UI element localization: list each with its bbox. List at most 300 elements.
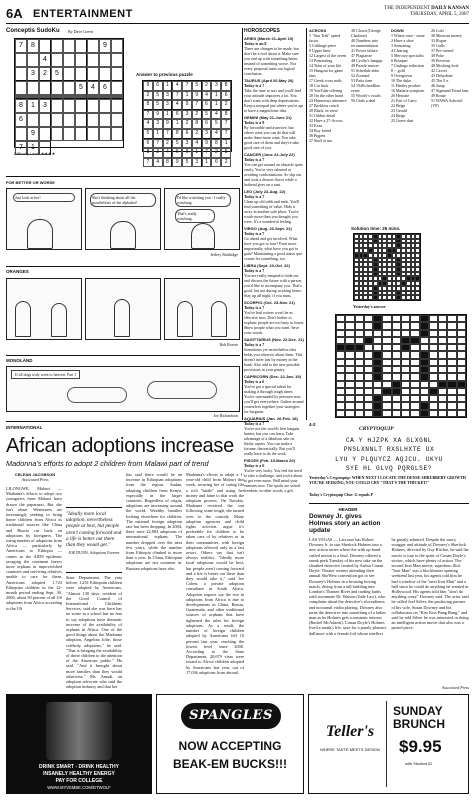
crossword-cell bbox=[438, 366, 447, 373]
crossword-cell bbox=[438, 388, 447, 395]
clue: 23 Gerald bbox=[391, 108, 407, 113]
crossword-cell bbox=[345, 410, 354, 417]
clue: 56 Undo a deal bbox=[351, 98, 376, 103]
crossword-cell bbox=[382, 410, 391, 417]
answer-cell: 9 bbox=[153, 110, 163, 120]
crossword-cell bbox=[447, 388, 456, 395]
horoscope-text: You can get around an obstacle quite easily. You're very talented at avoiding confrontations. So slip out and cook a dessert flavor while a hothead goes on a rant. bbox=[244, 162, 303, 187]
crossword-cell bbox=[392, 337, 401, 344]
clue: 7 Undergo reduction bbox=[391, 63, 425, 68]
answer-cell: 5 bbox=[182, 158, 192, 168]
crossword-cell bbox=[429, 366, 438, 373]
crossword-cell bbox=[438, 330, 447, 337]
answer-cell: 1 bbox=[153, 129, 163, 139]
crossword-cell bbox=[429, 395, 438, 402]
horoscope-rating: Today is a 7 bbox=[244, 83, 265, 88]
article-inset bbox=[248, 472, 304, 688]
sudoku-cell: 2 bbox=[39, 67, 51, 81]
character bbox=[191, 223, 215, 249]
horoscope-sign: LIBRA (Sept. 23-Oct. 22) bbox=[244, 263, 290, 268]
review-credit: Associated Press bbox=[441, 685, 469, 690]
clue: 46 Jump bbox=[431, 83, 445, 88]
comic-panel bbox=[6, 278, 82, 340]
spangles-line-1: NOW ACCEPTING bbox=[178, 739, 282, 753]
divider bbox=[6, 266, 240, 267]
clue: 4 Clearing bbox=[391, 48, 408, 53]
crossword-cell bbox=[336, 322, 345, 329]
horoscope-sign: LEO (July 23-Aug. 22) bbox=[244, 189, 286, 194]
horoscopes-title: HOROSCOPES bbox=[244, 28, 280, 34]
answer-cell: 9 bbox=[192, 91, 202, 101]
crossword-cell bbox=[382, 351, 391, 358]
crossword-cell bbox=[355, 366, 364, 373]
horoscope-rating: Today is a 7 bbox=[244, 305, 265, 310]
horoscope-sign: SAGITTARIUS (Nov. 22-Dec. 21) bbox=[244, 337, 304, 342]
ad-tellers[interactable] bbox=[308, 694, 469, 794]
main-article bbox=[6, 425, 304, 690]
clue: 40 Mocking look bbox=[431, 63, 459, 68]
paper-name-1: THE INDEPENDENT bbox=[384, 6, 430, 11]
pull-quote-credit: JOE DUNN, Adoptions Forever bbox=[68, 550, 120, 556]
crossword-cell bbox=[392, 402, 401, 409]
crossword-cell bbox=[364, 388, 373, 395]
clue: 20 On the other hand bbox=[309, 93, 343, 98]
answer-cell: 5 bbox=[172, 139, 182, 149]
crossword-cell bbox=[447, 366, 456, 373]
sudoku-cell bbox=[39, 127, 51, 141]
answer-cell: 6 bbox=[221, 91, 231, 101]
crossword-cell bbox=[429, 402, 438, 409]
crossword-cell bbox=[392, 315, 401, 322]
sudoku-cell bbox=[15, 53, 27, 67]
answer-cell: 1 bbox=[163, 110, 173, 120]
clue: 19 YouTube offering bbox=[309, 88, 343, 93]
crossword-cell bbox=[438, 322, 447, 329]
sudoku-cell bbox=[63, 39, 75, 53]
crossword-cell bbox=[457, 381, 466, 388]
horoscope-entry bbox=[244, 36, 304, 76]
answer-cell: 7 bbox=[202, 148, 212, 158]
crossword-cell bbox=[401, 381, 410, 388]
crossword-cell bbox=[382, 381, 391, 388]
ad-url[interactable]: WWW.MYVEMBE.COM/DTWOLF bbox=[47, 785, 111, 790]
answer-cell: 8 bbox=[143, 100, 153, 110]
horoscopes-column bbox=[244, 28, 304, 493]
answer-cell: 3 bbox=[182, 139, 192, 149]
crossword-cell bbox=[382, 366, 391, 373]
crossword-cell bbox=[382, 402, 391, 409]
horoscope-text: By favorable and assertive, but others want you can do that will make them more want. You take good care of them and they're take good care of you. bbox=[244, 125, 300, 150]
cryptoquip-puzzle bbox=[309, 436, 469, 474]
previous-answer-grid bbox=[142, 80, 232, 165]
crossword-cell bbox=[420, 330, 429, 337]
crossword-cell bbox=[382, 359, 391, 366]
sudoku-cell bbox=[99, 113, 111, 127]
clue: 33 Exist bbox=[309, 123, 323, 128]
comic-panel bbox=[164, 278, 240, 340]
horoscope-rating: Today is a 7 bbox=[244, 421, 265, 426]
pull-quote bbox=[66, 507, 122, 573]
crossword-cell bbox=[345, 402, 354, 409]
ad-energy-drink[interactable] bbox=[6, 694, 152, 794]
sudoku-cell: 8 bbox=[27, 39, 39, 53]
crossword-cell bbox=[336, 315, 345, 322]
answer-cell: 6 bbox=[143, 139, 153, 149]
answer-cell: 3 bbox=[153, 119, 163, 129]
clue: 27 Backless couch bbox=[309, 103, 339, 108]
answer-cell: 3 bbox=[163, 91, 173, 101]
horoscope-text: You're not the world's best bargain hunter, but you can learn. Take advantage of a fabulous sale on flashy capers. You can make a fortune, theoretically. But you'll really have to do the work. bbox=[244, 426, 300, 456]
comic-title: FOR BETTER OR WORSE bbox=[6, 180, 55, 185]
sudoku-cell bbox=[15, 81, 27, 95]
comic-title: MONOLAND bbox=[6, 358, 33, 363]
brunch-note: with Student ID bbox=[405, 761, 433, 766]
answer-cell: 3 bbox=[202, 129, 212, 139]
clue: 5 Mercury specialist bbox=[391, 53, 424, 58]
answer-cell: 9 bbox=[163, 119, 173, 129]
sudoku-cell: 4 bbox=[39, 53, 51, 67]
comic-title: ORANGES bbox=[6, 269, 29, 274]
crossword-cell bbox=[410, 330, 419, 337]
crossword-cell bbox=[420, 359, 429, 366]
sudoku-cell bbox=[15, 67, 27, 81]
crossword-cell bbox=[373, 381, 382, 388]
crossword-cell bbox=[447, 344, 456, 351]
crossword-cell bbox=[355, 402, 364, 409]
character bbox=[51, 303, 67, 337]
answer-title: Answer to previous puzzle bbox=[136, 72, 193, 77]
ad-line: INSANELY HEALTHY ENERGY bbox=[43, 771, 115, 777]
crossword-cell bbox=[345, 330, 354, 337]
answer-cell: 6 bbox=[153, 81, 163, 91]
crossword-cell bbox=[336, 359, 345, 366]
clue: 51 WAWA Ashcroft (VP) bbox=[431, 98, 463, 108]
sudoku-cell: 6 bbox=[15, 113, 27, 127]
crossword-cell bbox=[420, 322, 429, 329]
clue: 10 The duke bbox=[391, 78, 411, 83]
crossword-cell bbox=[345, 366, 354, 373]
crossword-cell bbox=[336, 410, 345, 417]
cryptoquip-answer: Yesterday's Cryptoquip: WHEN NEXT I LOCATE THE DENSE SHRUBBERY GROWTH YOU'RE SEEKING, YOU COULD CRY "THAT'S THE THICKET!" bbox=[309, 475, 466, 485]
crossword-cell bbox=[420, 388, 429, 395]
crossword-cell bbox=[392, 344, 401, 351]
horoscope-sign: VIRGO (Aug. 23-Sept. 22) bbox=[244, 226, 292, 231]
brunch-title: SUNDAY BRUNCH bbox=[393, 704, 445, 731]
clue: 9 Overgrown bbox=[391, 73, 413, 78]
clue: 15 Hangout for game fans bbox=[309, 68, 344, 78]
crossword-cell bbox=[447, 322, 456, 329]
crossword-cell bbox=[336, 388, 345, 395]
character bbox=[211, 301, 227, 337]
article-column-1: LILONGWE, Malawi — Madonna's efforts to adopt two youngsters from Malawi have drawn the paparazzi. But she isn't alone: Westerners are increasingly seeking to bring home children from Africa as traditional sources like China and Russia cut back on adoptions by foreigners. The rising number of adoptions from Africa — particularly by Americans to Ethiopia — comes as the AIDS epidemic ravaging the continent leaves more orphans in impoverished countries and surviving relatives unable to care for them. Americans adopted 1,723 Ethiopian children in the 12-month period ending Sept. 30, 2006, about 50 percent of all US adoptions from Africa according to the US bbox=[6, 486, 62, 611]
comic-credit: Rob Rosser bbox=[219, 342, 238, 347]
crossword-cell bbox=[457, 337, 466, 344]
crossword-cell bbox=[355, 381, 364, 388]
sudoku-cell bbox=[39, 113, 51, 127]
sudoku-cell bbox=[75, 113, 87, 127]
horoscope-entry bbox=[244, 300, 304, 335]
crossword-cell bbox=[401, 337, 410, 344]
crossword-cell bbox=[410, 359, 419, 366]
ad-line: DRINK SMART - DRINK HEALTHY bbox=[39, 764, 119, 770]
crossword-cell bbox=[410, 344, 419, 351]
sudoku-cell: 3 bbox=[39, 99, 51, 113]
spangles-logo-text: SPANGLES bbox=[189, 708, 273, 723]
crossword-cell bbox=[457, 344, 466, 351]
crossword-cell bbox=[355, 322, 364, 329]
crossword-cell bbox=[382, 388, 391, 395]
article-headline: African adoptions increase bbox=[6, 435, 234, 457]
answer-cell: 1 bbox=[221, 139, 231, 149]
horoscope-sign: AQUARIUS (Jan. 20-Feb. 18) bbox=[244, 416, 298, 421]
horoscope-rating: Today is a 6 bbox=[244, 379, 265, 384]
answer-cell bbox=[415, 295, 420, 300]
crossword-cell bbox=[401, 373, 410, 380]
answer-cell: 6 bbox=[172, 148, 182, 158]
crossword-cell bbox=[355, 410, 364, 417]
section-title: ENTERTAINMENT bbox=[33, 8, 133, 20]
sudoku-grid bbox=[14, 38, 124, 151]
crossword-cell bbox=[345, 337, 354, 344]
clue-heading: ACROSS bbox=[309, 28, 327, 33]
can-graphic bbox=[46, 702, 112, 760]
answer-cell: 3 bbox=[211, 81, 221, 91]
crossword-cell bbox=[336, 366, 345, 373]
answer-cell: 7 bbox=[221, 119, 231, 129]
sudoku-cell bbox=[111, 127, 123, 141]
comic-panel bbox=[85, 278, 161, 340]
answer-cell: 2 bbox=[163, 139, 173, 149]
clue: 35 Gulls bbox=[431, 43, 445, 48]
speech-bubble: Just look at her! bbox=[13, 193, 75, 202]
crossword-cell bbox=[429, 410, 438, 417]
answer-cell: 8 bbox=[211, 139, 221, 149]
comic-caption: If all dogs truly went to heaven. Part 1 bbox=[11, 370, 80, 379]
sudoku-cell: 1 bbox=[27, 141, 39, 155]
horoscope-entry bbox=[244, 78, 304, 113]
crossword-cell bbox=[447, 373, 456, 380]
crossword-cell bbox=[355, 330, 364, 337]
crossword-cell bbox=[438, 351, 447, 358]
crossword-cell bbox=[457, 402, 466, 409]
crossword-cell bbox=[429, 373, 438, 380]
crossword-cell bbox=[345, 388, 354, 395]
crossword-cell bbox=[401, 351, 410, 358]
answer-cell: 7 bbox=[182, 81, 192, 91]
crossword-cell bbox=[364, 366, 373, 373]
answer-cell: 4 bbox=[211, 129, 221, 139]
sudoku-cell bbox=[51, 127, 63, 141]
crossword-cell bbox=[373, 322, 382, 329]
review-headline: Downey Jr. gives Holmes story an action update bbox=[309, 513, 381, 535]
crossword-cell bbox=[364, 330, 373, 337]
clue: 43 Dehydrate bbox=[431, 73, 453, 78]
answer-cell: 8 bbox=[143, 148, 153, 158]
horoscope-sign: TAURUS (April 20-May 20) bbox=[244, 78, 294, 83]
sudoku-cell bbox=[39, 81, 51, 95]
answer-cell: 7 bbox=[192, 100, 202, 110]
speech-bubble: I'd like watching you - I really watching bbox=[175, 193, 231, 207]
spangles-line-2: BEAK-EM BUCKS!!! bbox=[173, 757, 287, 771]
horoscope-sign: SCORPIO (Oct. 23-Nov. 21) bbox=[244, 300, 295, 305]
answer-cell: 9 bbox=[182, 148, 192, 158]
sudoku-cell bbox=[99, 127, 111, 141]
clue: 31 Oddest detail bbox=[309, 113, 336, 118]
crossword-cell bbox=[392, 388, 401, 395]
crossword-cell bbox=[420, 395, 429, 402]
answer-cell: 4 bbox=[172, 100, 182, 110]
tellers-logo-box bbox=[313, 701, 387, 787]
answer-cell: 4 bbox=[153, 158, 163, 168]
horoscope-rating: Today is a 7 bbox=[244, 268, 265, 273]
crossword-cell bbox=[410, 410, 419, 417]
crossword-cell bbox=[438, 395, 447, 402]
clue: 53 Patio item bbox=[351, 78, 373, 83]
crossword-cell bbox=[438, 359, 447, 366]
sudoku-cell bbox=[111, 81, 123, 95]
clue: 38 Clown (George Clarkson) bbox=[351, 28, 381, 38]
crossword-cell bbox=[345, 359, 354, 366]
sudoku-cell bbox=[87, 99, 99, 113]
pull-quote-text: "Ideally more local adoption, nevertheless people at best, but people aren't coming forward and a life is better out there than they would get." bbox=[66, 511, 122, 549]
crossword-cell bbox=[401, 322, 410, 329]
sudoku-cell bbox=[75, 67, 87, 81]
answer-cell: 4 bbox=[192, 139, 202, 149]
sudoku-cell bbox=[63, 113, 75, 127]
divider bbox=[6, 355, 240, 356]
crossword-cell bbox=[457, 351, 466, 358]
crossword-cell bbox=[447, 315, 456, 322]
column-rule bbox=[242, 28, 243, 420]
sudoku-cell bbox=[87, 39, 99, 53]
clue: 39 Previous bbox=[431, 58, 450, 63]
sudoku-cell bbox=[15, 127, 27, 141]
crossword-cell bbox=[420, 373, 429, 380]
sudoku-cell bbox=[27, 113, 39, 127]
crossword-cell bbox=[392, 330, 401, 337]
page-number: 6A bbox=[6, 6, 23, 21]
crossword-cell bbox=[410, 373, 419, 380]
horoscope-rating: Today is a 7 bbox=[244, 231, 265, 236]
tellers-tagline: WHERE TASTE MEETS DESIGN bbox=[320, 747, 380, 752]
crossword-cell bbox=[336, 351, 345, 358]
crossword-cell bbox=[382, 315, 391, 322]
crossword-cell bbox=[429, 351, 438, 358]
crossword-cell bbox=[410, 381, 419, 388]
answer-cell: 2 bbox=[192, 129, 202, 139]
horoscope-rating: Today is a 6 bbox=[244, 463, 265, 468]
clue: 30 Mexican money bbox=[431, 33, 462, 38]
horoscope-entry bbox=[244, 337, 304, 372]
clue: 26 Lotti bbox=[431, 28, 444, 33]
horoscope-entry bbox=[244, 189, 304, 224]
answer-cell: 6 bbox=[202, 119, 212, 129]
clue: 17 Greek cross nails bbox=[309, 78, 342, 83]
clue: 33 Rogue bbox=[431, 38, 447, 43]
crossword-cell bbox=[410, 388, 419, 395]
brunch-price: $9.95 bbox=[399, 737, 442, 756]
answer-cell: 1 bbox=[163, 81, 173, 91]
article-column-3: has said there would be an increase in Ethiopian adoptions from the region. Sudan, adopting children from Kenya, especially in the larger countries. Regardless of origin, adoptions are increasing around the world. Wealthy families looking elsewhere for children. The national foreign adoption rate has been dropping. In 2004, there were 22,884 adoptions of international orphans. The number dropped over the next few years, while the number from Ethiopia climbed to more than a year. In China, Ethiopian adoptions are not common in. Russian adoptions have also bbox=[126, 472, 182, 571]
crossword-cell bbox=[457, 373, 466, 380]
clue: 9 Upper limit bbox=[309, 48, 331, 53]
answer-cell: 5 bbox=[211, 119, 221, 129]
answer-cell: 6 bbox=[202, 100, 212, 110]
review-label: HEADER bbox=[338, 507, 358, 512]
crossword-cell bbox=[401, 330, 410, 337]
down-clues bbox=[391, 28, 429, 224]
crossword-cell bbox=[336, 373, 345, 380]
crossword-cell bbox=[447, 330, 456, 337]
answer-cell: 5 bbox=[143, 129, 153, 139]
clue: 23 Humorous utterance bbox=[309, 98, 347, 103]
byline-block bbox=[6, 472, 64, 482]
answer-cell: 3 bbox=[163, 100, 173, 110]
sudoku-cell bbox=[51, 81, 63, 95]
clue: 20 Hesitate bbox=[391, 93, 410, 98]
clue: 12 Largest of the seven bbox=[309, 53, 347, 58]
sudoku-cell bbox=[63, 99, 75, 113]
sudoku-cell: 4 bbox=[87, 81, 99, 95]
article-subhead: Madonna's efforts to adopt 2 children from Malawi part of trend bbox=[6, 459, 209, 468]
sudoku-cell bbox=[75, 99, 87, 113]
crossword-cell bbox=[364, 322, 373, 329]
answer-cell: 5 bbox=[202, 110, 212, 120]
crossword-cell bbox=[364, 381, 373, 388]
crossword-cell bbox=[336, 395, 345, 402]
clue: 32 Have a 27-Across bbox=[309, 118, 343, 123]
sudoku-cell bbox=[99, 67, 111, 81]
crossword-cell bbox=[429, 337, 438, 344]
crossword-cell bbox=[457, 322, 466, 329]
sudoku-difficulty: Difficulty Level ★★★★ bbox=[14, 151, 56, 156]
crossword-cell bbox=[410, 351, 419, 358]
comic-strip-3 bbox=[6, 358, 240, 420]
crossword-cell bbox=[364, 402, 373, 409]
divider bbox=[6, 421, 269, 422]
sudoku-cell bbox=[87, 113, 99, 127]
crossword-cell bbox=[392, 373, 401, 380]
crossword-cell bbox=[373, 410, 382, 417]
sudoku-cell: 7 bbox=[15, 39, 27, 53]
crossword-cell bbox=[401, 388, 410, 395]
answer-cell: 4 bbox=[163, 148, 173, 158]
crossword-cell bbox=[438, 410, 447, 417]
crossword-cell bbox=[373, 388, 382, 395]
crossword-cell bbox=[382, 373, 391, 380]
horoscope-rating: Today is a 9 bbox=[244, 120, 265, 125]
answer-cell: 2 bbox=[192, 110, 202, 120]
sudoku-cell bbox=[87, 127, 99, 141]
answer-cell: 2 bbox=[143, 91, 153, 101]
horoscope-text: Clean up old odds and ends. You'll find something of value. Hide it away in another safe place. You're worth more than you thought you were. It's a wonderful feeling. bbox=[244, 199, 300, 224]
sudoku-cell bbox=[99, 53, 111, 67]
horoscope-text: Go ahead and get involved. What have you got to lose? Even more importantly, what have you got to gain? Maintaining a good status quo counts for something, too. bbox=[244, 236, 303, 261]
crossword-cell bbox=[401, 395, 410, 402]
solution-time: Solution time: 25 mins. bbox=[351, 226, 401, 231]
horoscope-sign: CAPRICORN (Dec. 22-Jan. 19) bbox=[244, 374, 301, 379]
sudoku-title: Conceptis SudoKu bbox=[6, 28, 60, 34]
answer-cell: 3 bbox=[192, 158, 202, 168]
ad-spangles[interactable] bbox=[156, 694, 304, 794]
crossword-cell bbox=[420, 402, 429, 409]
crossword-cell bbox=[355, 315, 364, 322]
clue: 40 Numbers into recommendation bbox=[351, 38, 378, 48]
answer-cell: 6 bbox=[182, 129, 192, 139]
crossword-cell bbox=[345, 322, 354, 329]
comic-panel bbox=[85, 188, 161, 250]
crossword-cell bbox=[355, 388, 364, 395]
